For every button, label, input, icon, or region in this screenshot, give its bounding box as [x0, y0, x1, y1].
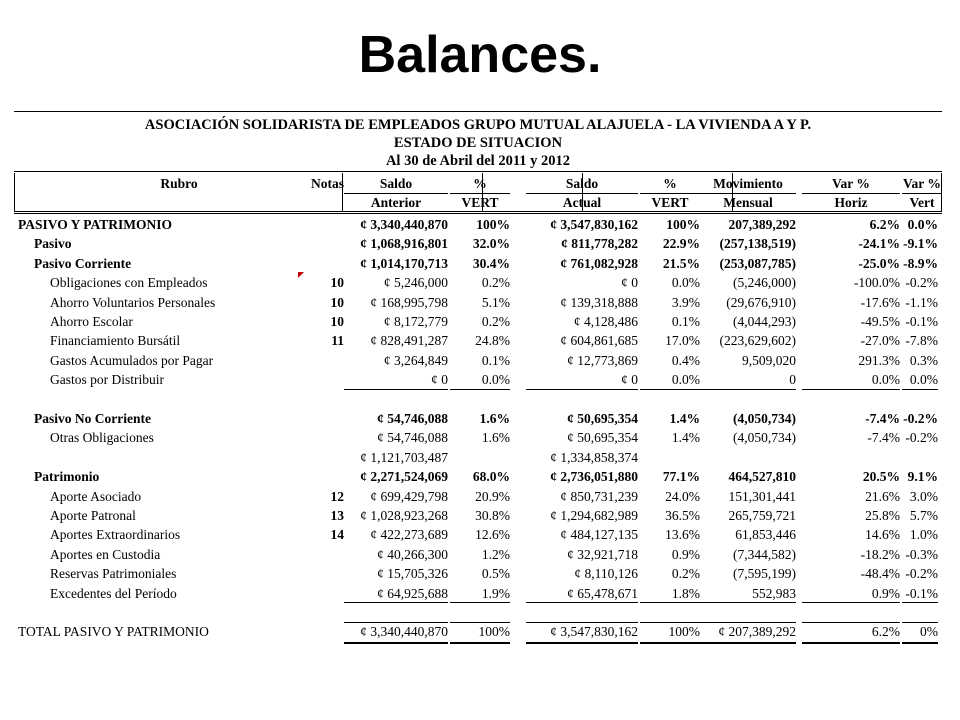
cell-var_h: -27.0%	[860, 333, 900, 349]
cell-pct_act: 0.0%	[671, 372, 700, 388]
cell-pct_ant: 1.2%	[481, 546, 510, 562]
cell-mov: 207,389,292	[728, 217, 796, 232]
subtotal-underline	[450, 602, 510, 603]
cell-pct_ant: 0.5%	[481, 566, 510, 582]
cell-mov: 61,853,446	[735, 527, 796, 543]
cell-var_v: -1.1%	[905, 294, 938, 310]
cell-mov: (4,050,734)	[733, 411, 796, 426]
cell-saldo_ant: ¢ 699,429,798	[370, 488, 448, 504]
cell-saldo_ant: ¢ 54,746,088	[377, 411, 448, 426]
cell-saldo_act: ¢ 604,861,685	[560, 333, 638, 349]
header-underline	[640, 193, 700, 194]
cell-label: Financiamiento Bursátil	[50, 333, 181, 349]
cell-saldo_act: ¢ 811,778,282	[561, 236, 638, 252]
cell-saldo_act: ¢ 1,294,682,989	[550, 508, 638, 523]
subtotal-underline	[902, 602, 938, 603]
column-header-row1-6: Movimiento	[713, 176, 783, 191]
cell-saldo_ant: ¢ 2,271,524,069	[360, 469, 448, 485]
cell-label: Gastos por Distribuir	[50, 372, 164, 388]
column-header-row2-3: VERT	[461, 195, 499, 210]
cell-saldo_ant: ¢ 0	[431, 372, 448, 388]
cell-saldo_ant: ¢ 1,121,703,487	[360, 449, 448, 465]
total-double-rule	[690, 642, 796, 644]
cell-var_h: 0.0%	[871, 372, 900, 388]
cell-saldo_ant: ¢ 3,340,440,870	[360, 624, 448, 640]
cell-var_h: -24.1%	[858, 236, 900, 252]
header-underline	[450, 193, 510, 194]
cell-label: Patrimonio	[34, 469, 100, 485]
cell-pct_ant: 0.0%	[481, 372, 510, 388]
column-header-row1-4: Saldo	[565, 176, 599, 191]
column-header-row1-1: Notas	[311, 176, 344, 191]
total-top-rule	[690, 622, 796, 623]
total-top-rule	[344, 622, 448, 623]
cell-pct_act: 21.5%	[662, 255, 700, 271]
cell-label: Reservas Patrimoniales	[50, 566, 177, 582]
cell-mov: (4,044,293)	[733, 314, 796, 329]
sheet-header-rule	[14, 171, 942, 172]
cell-pct_act: 13.6%	[665, 527, 700, 543]
total-top-rule	[526, 622, 638, 623]
cell-saldo_ant: ¢ 8,172,779	[383, 314, 448, 329]
cell-pct_act: 0.0%	[671, 275, 700, 291]
cell-nota: 10	[330, 314, 344, 329]
subtotal-underline	[344, 602, 448, 603]
cell-mov: 151,301,441	[728, 488, 796, 504]
cell-saldo_ant: ¢ 168,995,798	[370, 294, 448, 310]
cell-saldo_act: ¢ 3,547,830,162	[550, 624, 638, 640]
cell-pct_act: 3.9%	[671, 294, 700, 310]
subtotal-underline	[902, 389, 938, 390]
cell-saldo_act: ¢ 761,082,928	[560, 255, 638, 271]
header-underline	[344, 193, 448, 194]
cell-saldo_ant: ¢ 1,028,923,268	[360, 508, 448, 523]
cell-saldo_ant: ¢ 15,705,326	[377, 566, 448, 582]
cell-var_v: -0.1%	[905, 585, 938, 601]
cell-pct_ant: 30.4%	[472, 255, 510, 271]
cell-saldo_act: ¢ 65,478,671	[567, 585, 638, 601]
cell-mov: 265,759,721	[728, 508, 796, 523]
cell-var_v: 9.1%	[907, 469, 938, 485]
total-top-rule	[802, 622, 900, 623]
cell-mov: (223,629,602)	[719, 333, 796, 349]
cell-saldo_act: ¢ 8,110,126	[574, 566, 638, 582]
comment-marker-icon	[298, 272, 304, 278]
column-header-row2-8: Vert	[909, 195, 935, 210]
cell-saldo_ant: ¢ 3,340,440,870	[360, 217, 448, 232]
cell-pct_act: 17.0%	[665, 333, 700, 349]
cell-var_h: -17.6%	[860, 294, 900, 310]
cell-saldo_act: ¢ 50,695,354	[567, 430, 638, 446]
cell-pct_act: 1.4%	[669, 411, 700, 426]
cell-pct_ant: 1.6%	[481, 430, 510, 446]
cell-var_v: -0.1%	[905, 314, 938, 329]
cell-var_h: -7.4%	[867, 430, 900, 446]
cell-mov: 552,983	[752, 585, 796, 601]
cell-var_v: 0%	[920, 624, 938, 640]
subtotal-underline	[690, 602, 796, 603]
cell-nota: 14	[330, 527, 344, 543]
cell-saldo_act: ¢ 3,547,830,162	[550, 217, 638, 232]
column-header-row2-4: Actual	[562, 195, 602, 210]
total-double-rule	[450, 642, 510, 644]
header-underline	[902, 193, 942, 194]
subtotal-underline	[526, 389, 638, 390]
column-header-row1-8: Var %	[903, 176, 941, 191]
cell-nota: 11	[331, 333, 344, 349]
cell-var_v: 1.0%	[909, 527, 938, 543]
cell-pct_ant: 68.0%	[472, 469, 510, 485]
cell-var_v: 0.3%	[909, 352, 938, 368]
cell-var_h: -48.4%	[860, 566, 900, 582]
cell-pct_act: 0.2%	[671, 566, 700, 582]
cell-pct_ant: 1.9%	[481, 585, 510, 601]
sheet-company-name: ASOCIACIÓN SOLIDARISTA DE EMPLEADOS GRUPO MUTUAL ALAJUELA - LA VIVIENDA A Y P.	[144, 117, 812, 133]
cell-saldo_act: ¢ 50,695,354	[567, 411, 638, 426]
cell-nota: 10	[330, 275, 344, 291]
slide-title: Balances.	[358, 26, 602, 84]
cell-var_h: 14.6%	[865, 527, 900, 543]
cell-saldo_act: ¢ 0	[621, 372, 638, 388]
cell-saldo_act: ¢ 139,318,888	[560, 294, 638, 310]
cell-pct_ant: 0.2%	[481, 314, 510, 329]
cell-label: Aporte Asociado	[50, 488, 142, 504]
column-header-row1-0: Rubro	[160, 176, 198, 191]
cell-label: Otras Obligaciones	[50, 430, 154, 446]
cell-mov: (29,676,910)	[726, 294, 796, 310]
cell-var_h: 6.2%	[869, 217, 900, 232]
cell-var_v: -0.2%	[903, 411, 938, 426]
cell-saldo_ant: ¢ 64,925,688	[377, 585, 448, 601]
cell-saldo_act: ¢ 12,773,869	[567, 352, 638, 368]
cell-saldo_ant: ¢ 5,246,000	[383, 275, 448, 291]
subtotal-underline	[450, 389, 510, 390]
subtotal-underline	[344, 389, 448, 390]
column-header-row2-6: Mensual	[723, 195, 773, 210]
sheet-report-name: ESTADO DE SITUACION	[393, 135, 563, 151]
cell-saldo_ant: ¢ 54,746,088	[377, 430, 448, 446]
cell-pct_act: 24.0%	[665, 488, 700, 504]
cell-saldo_ant: ¢ 1,014,170,713	[360, 255, 448, 271]
cell-var_h: 0.9%	[871, 585, 900, 601]
cell-var_h: 291.3%	[858, 352, 900, 368]
cell-saldo_ant: ¢ 40,266,300	[377, 546, 448, 562]
subtotal-underline	[802, 602, 900, 603]
cell-pct_act: 0.1%	[671, 314, 700, 329]
cell-var_v: -0.2%	[905, 566, 938, 582]
column-header-row1-2: Saldo	[379, 176, 413, 191]
cell-saldo_ant: ¢ 422,273,689	[370, 527, 448, 543]
cell-label: Obligaciones con Empleados	[50, 275, 208, 291]
cell-mov: (5,246,000)	[733, 275, 796, 291]
column-header-row1-7: Var %	[832, 176, 870, 191]
cell-mov: (4,050,734)	[733, 430, 796, 446]
cell-var_h: 25.8%	[865, 508, 900, 523]
cell-mov: (7,595,199)	[733, 566, 796, 582]
cell-label: Aportes Extraordinarios	[50, 527, 181, 543]
column-header-row2-5: VERT	[651, 195, 689, 210]
cell-var_h: 21.6%	[865, 488, 900, 504]
column-header-row2-7: Horiz	[834, 195, 868, 210]
cell-var_h: -49.5%	[860, 314, 900, 329]
cell-mov: (7,344,582)	[733, 546, 796, 562]
cell-label: Ahorro Escolar	[50, 314, 133, 329]
cell-pct_ant: 20.9%	[475, 488, 510, 504]
cell-label: Gastos Acumulados por Pagar	[50, 352, 214, 368]
cell-pct_ant: 1.6%	[479, 411, 510, 426]
cell-pct_act: 22.9%	[662, 236, 700, 252]
cell-label: Pasivo	[34, 236, 72, 252]
cell-var_h: -7.4%	[865, 411, 900, 426]
total-double-rule	[344, 642, 448, 644]
cell-var_h: 6.2%	[871, 624, 900, 640]
header-bottom-rule-2	[14, 213, 942, 214]
cell-label: Aportes en Custodia	[50, 546, 161, 562]
total-top-rule	[902, 622, 938, 623]
total-double-rule	[526, 642, 638, 644]
cell-saldo_ant: ¢ 828,491,287	[370, 333, 448, 349]
cell-var_v: -9.1%	[903, 236, 938, 252]
cell-pct_ant: 24.8%	[475, 333, 510, 349]
cell-pct_act: 0.9%	[671, 546, 700, 562]
cell-label: Ahorro Voluntarios Personales	[50, 294, 216, 310]
cell-var_v: -0.2%	[905, 275, 938, 291]
cell-mov: 9,509,020	[742, 352, 796, 368]
cell-pct_act: 77.1%	[662, 469, 700, 485]
cell-pct_act: 100%	[668, 624, 700, 640]
column-header-row2-2: Anterior	[370, 195, 422, 210]
cell-saldo_ant: ¢ 3,264,849	[383, 352, 448, 368]
cell-var_h: -100.0%	[853, 275, 900, 291]
cell-nota: 12	[330, 488, 344, 504]
cell-saldo_act: ¢ 850,731,239	[560, 488, 638, 504]
cell-saldo_act: ¢ 2,736,051,880	[550, 469, 638, 485]
cell-pct_ant: 32.0%	[472, 236, 510, 252]
cell-mov: (253,087,785)	[719, 255, 796, 271]
cell-var_v: -0.2%	[905, 430, 938, 446]
cell-label: PASIVO Y PATRIMONIO	[18, 217, 172, 232]
cell-var_v: -8.9%	[903, 255, 938, 271]
cell-saldo_act: ¢ 32,921,718	[567, 546, 638, 562]
sheet-top-rule	[14, 111, 942, 112]
cell-saldo_act: ¢ 4,128,486	[573, 314, 638, 329]
cell-pct_act: 0.4%	[671, 352, 700, 368]
cell-mov: 464,527,810	[728, 469, 796, 485]
sheet-report-date: Al 30 de Abril del 2011 y 2012	[385, 153, 571, 169]
cell-mov: (257,138,519)	[719, 236, 796, 252]
cell-pct_ant: 100%	[476, 217, 510, 232]
cell-pct_act: 36.5%	[665, 508, 700, 523]
total-double-rule	[802, 642, 900, 644]
cell-nota: 10	[330, 294, 344, 310]
cell-var_h: -25.0%	[858, 255, 900, 271]
cell-var_v: 0.0%	[907, 217, 938, 232]
cell-saldo_act: ¢ 0	[621, 275, 638, 291]
cell-pct_act: 1.8%	[671, 585, 700, 601]
cell-pct_ant: 12.6%	[475, 527, 510, 543]
cell-var_v: 0.0%	[909, 372, 938, 388]
subtotal-underline	[690, 389, 796, 390]
cell-pct_act: 1.4%	[671, 430, 700, 446]
balance-sheet	[14, 111, 942, 651]
cell-var_h: 20.5%	[862, 469, 900, 485]
cell-label: TOTAL PASIVO Y PATRIMONIO	[18, 624, 209, 640]
cell-saldo_ant: ¢ 1,068,916,801	[360, 236, 448, 252]
cell-pct_ant: 5.1%	[481, 294, 510, 310]
cell-pct_ant: 30.8%	[475, 508, 510, 523]
cell-saldo_act: ¢ 1,334,858,374	[550, 449, 638, 465]
header-underline	[526, 193, 638, 194]
header-bottom-rule	[14, 211, 942, 212]
column-header-row1-5: %	[663, 176, 677, 191]
cell-pct_ant: 100%	[478, 624, 510, 640]
cell-nota: 13	[330, 508, 344, 523]
subtotal-underline	[802, 389, 900, 390]
cell-var_v: -0.3%	[905, 546, 938, 562]
cell-label: Aporte Patronal	[50, 508, 136, 523]
subtotal-underline	[526, 602, 638, 603]
cell-var_h: -18.2%	[860, 546, 900, 562]
cell-saldo_act: ¢ 484,127,135	[560, 527, 638, 543]
cell-var_v: 5.7%	[909, 508, 938, 523]
cell-label: Pasivo Corriente	[34, 255, 132, 271]
header-underline	[700, 193, 796, 194]
cell-mov: 0	[789, 372, 796, 388]
cell-label: Pasivo No Corriente	[34, 411, 151, 426]
header-underline	[802, 193, 900, 194]
cell-var_v: -7.8%	[905, 333, 938, 349]
cell-var_v: 3.0%	[909, 488, 938, 504]
cell-pct_ant: 0.1%	[481, 352, 510, 368]
total-top-rule	[450, 622, 510, 623]
cell-pct_ant: 0.2%	[481, 275, 510, 291]
total-double-rule	[902, 642, 938, 644]
cell-label: Excedentes del Período	[50, 585, 177, 601]
cell-mov: ¢ 207,389,292	[718, 624, 796, 640]
cell-pct_act: 100%	[666, 217, 700, 232]
column-header-row1-3: %	[473, 176, 487, 191]
